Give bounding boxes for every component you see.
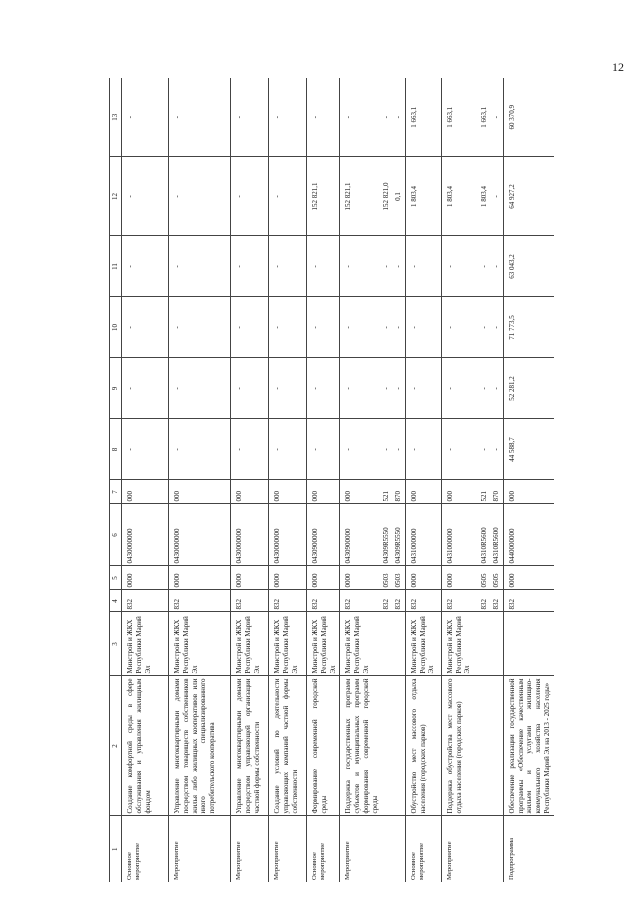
cell-y2014: 52 281,2	[503, 358, 553, 419]
cell-y2014: -	[269, 358, 307, 419]
cell-csr: 0430000000	[269, 504, 307, 566]
cell-y2018: -	[307, 78, 340, 157]
cell-csr: 0430000000	[231, 504, 269, 566]
cell-y2013: -	[381, 419, 393, 480]
cell-y2013: -	[169, 419, 231, 480]
header-cell: 1	[110, 816, 122, 882]
cell-y2018: 1 663,1	[480, 106, 489, 128]
cell-rzpr: 0503	[381, 566, 393, 590]
cell-y2016: 63 043,2	[503, 236, 553, 297]
header-cell: 5	[110, 566, 122, 590]
cell-y2014: -	[441, 358, 479, 419]
cell-y2016: -	[269, 236, 307, 297]
cell-type: Мероприятие	[231, 816, 269, 882]
cell-vr: 870	[491, 480, 503, 504]
table-row	[405, 78, 441, 882]
cell-executor	[381, 612, 393, 676]
cell-executor	[479, 612, 491, 676]
cell-executor: Минстрой и ЖКХ Республики Марий Эл	[307, 612, 340, 676]
cell-vr: 000	[269, 480, 307, 504]
cell-y2014: -	[122, 358, 169, 419]
cell-type: Мероприятие	[441, 816, 479, 882]
cell-y2017: 152 821,1	[340, 157, 382, 236]
cell-csr: 04309R5550	[381, 504, 393, 566]
cell-vr: 521	[479, 480, 491, 504]
cell-type	[393, 816, 405, 882]
cell-name: Управление многоквартирными домами посредством управляющей организации частной формы собственности	[231, 676, 269, 816]
cell-type	[381, 816, 393, 882]
cell-name: Обустройство мест массового отдыха населения (городских парков)	[405, 676, 441, 816]
cell-y2015: -	[441, 297, 479, 358]
cell-name: Управление многоквартирными домами посредством товариществ собственников жилья либо жилищных кооперативов или иного специализированного потребительского кооператива	[169, 676, 231, 816]
cell-y2016: -	[307, 236, 340, 297]
cell-y2017: -	[122, 157, 169, 236]
page-number: 12	[612, 60, 624, 74]
cell-y2018: -	[122, 78, 169, 157]
cell-name: Создание комфортной среды в сфере обслуживания и управления жилищным фондом	[122, 676, 169, 816]
cell-y2018: -	[231, 78, 269, 157]
cell-y2016: -	[405, 236, 441, 297]
cell-rzpr: 0000	[169, 566, 231, 590]
cell-rzpr: 0000	[307, 566, 340, 590]
cell-csr: 04310R5600	[479, 504, 491, 566]
cell-y2014: -	[307, 358, 340, 419]
cell-y2017: 1 803,4	[441, 157, 479, 236]
cell-y2015: 71 773,5	[503, 297, 553, 358]
header-cell: 3	[110, 612, 122, 676]
cell-grbs: 832	[491, 590, 503, 612]
cell-executor: Минстрой и ЖКХ Республики Марий Эл	[405, 612, 441, 676]
table-row	[503, 78, 553, 882]
cell-y2015: -	[307, 297, 340, 358]
cell-type: Мероприятие	[269, 816, 307, 882]
cell-grbs: 832	[307, 590, 340, 612]
cell-y2013: -	[122, 419, 169, 480]
header-cell: 8	[110, 419, 122, 480]
cell-y2017: 152 821,1	[307, 157, 340, 236]
cell-executor: Минстрой и ЖКХ Республики Марий Эл	[231, 612, 269, 676]
cell-csr: 0430000000	[169, 504, 231, 566]
cell-vr: 000	[503, 480, 553, 504]
cell-name	[491, 676, 503, 816]
cell-y2015: -	[269, 297, 307, 358]
cell-y2016: -	[340, 236, 382, 297]
cell-y2013: -	[405, 419, 441, 480]
cell-y2016: -	[441, 236, 479, 297]
header-cell: 6	[110, 504, 122, 566]
cell-y2017: 1 803,4	[405, 157, 441, 236]
cell-rzpr: 0000	[503, 566, 553, 590]
table-row	[381, 78, 393, 882]
cell-y2018: -	[394, 116, 402, 119]
cell-y2018: 1 663,1	[441, 78, 479, 157]
cell-csr: 0430900000	[340, 504, 382, 566]
cell-y2017: -	[269, 157, 307, 236]
cell-y2017: 1 803,4	[479, 157, 491, 236]
cell-vr: 000	[169, 480, 231, 504]
cell-csr: 04310R5600	[491, 504, 503, 566]
cell-grbs: 832	[479, 590, 491, 612]
table-row	[231, 78, 269, 882]
cell-y2016: -	[169, 236, 231, 297]
cell-executor	[503, 612, 553, 676]
cell-csr: 04309R5550	[393, 504, 405, 566]
cell-name	[393, 676, 405, 816]
cell-y2015: -	[381, 297, 393, 358]
cell-executor: Минстрой и ЖКХ Республики Марий Эл	[122, 612, 169, 676]
cell-name: Обеспечение реализации государственной программы «Обеспечение качественным жильем и услугами жилищно-коммунального хозяйства населения Республики Марий Эл на 2013 - 2025 годы»	[503, 676, 553, 816]
cell-csr: 0431000000	[441, 504, 479, 566]
cell-executor: Минстрой и ЖКХ Республики Марий Эл	[441, 612, 479, 676]
table-row	[441, 78, 479, 882]
header-cell: 2	[110, 676, 122, 816]
cell-y2018: -	[382, 116, 391, 119]
cell-grbs: 832	[503, 590, 553, 612]
cell-y2017: -	[169, 157, 231, 236]
cell-y2017: 0,1	[393, 157, 405, 236]
table-row	[340, 78, 382, 882]
table-row	[393, 78, 405, 882]
cell-y2018: -	[492, 116, 500, 119]
cell-name: Поддержка государственных программ субъектов и муниципальных программ формирования современной городской среды	[340, 676, 382, 816]
cell-y2013: -	[269, 419, 307, 480]
cell-y2015: -	[479, 297, 491, 358]
cell-y2016: -	[393, 236, 405, 297]
header-cell: 12	[110, 157, 122, 236]
cell-y2017: 64 927,2	[503, 157, 553, 236]
table-body	[122, 78, 554, 882]
cell-grbs: 832	[340, 590, 382, 612]
cell-y2015: -	[231, 297, 269, 358]
header-cell: 11	[110, 236, 122, 297]
table-row	[269, 78, 307, 882]
cell-rzpr: 0505	[491, 566, 503, 590]
table-row	[479, 78, 491, 882]
cell-rzpr: 0000	[405, 566, 441, 590]
cell-y2014: -	[340, 358, 382, 419]
cell-rzpr: 0000	[441, 566, 479, 590]
cell-y2013: -	[479, 419, 491, 480]
cell-y2016: -	[231, 236, 269, 297]
cell-y2014: -	[479, 358, 491, 419]
cell-vr: 870	[393, 480, 405, 504]
cell-grbs: 832	[169, 590, 231, 612]
cell-y2015: -	[405, 297, 441, 358]
cell-executor: Минстрой и ЖКХ Республики Марий Эл	[169, 612, 231, 676]
cell-y2015: -	[491, 297, 503, 358]
cell-y2017: 152 821,0	[381, 157, 393, 236]
cell-rzpr: 0000	[231, 566, 269, 590]
cell-y2013: -	[491, 419, 503, 480]
cell-grbs: 832	[381, 590, 393, 612]
cell-type: Основное мероприятие	[307, 816, 340, 882]
cell-executor: Минстрой и ЖКХ Республики Марий Эл	[340, 612, 382, 676]
cell-y2014: -	[231, 358, 269, 419]
header-cell: 4	[110, 590, 122, 612]
cell-y2014: -	[405, 358, 441, 419]
header-row	[110, 78, 122, 882]
cell-type	[491, 816, 503, 882]
cell-executor	[491, 612, 503, 676]
cell-y2015: -	[122, 297, 169, 358]
cell-vr: 000	[122, 480, 169, 504]
cell-vr: 000	[231, 480, 269, 504]
cell-type: Основное мероприятие	[122, 816, 169, 882]
cell-csr: 0430000000	[122, 504, 169, 566]
cell-vr: 000	[405, 480, 441, 504]
cell-y2014: -	[393, 358, 405, 419]
cell-rzpr: 0000	[269, 566, 307, 590]
cell-type: Основное мероприятие	[405, 816, 441, 882]
cell-csr: 0431000000	[405, 504, 441, 566]
header-cell: 7	[110, 480, 122, 504]
cell-executor: Минстрой и ЖКХ Республики Марий Эл	[269, 612, 307, 676]
table-row	[307, 78, 340, 882]
cell-csr: 0430900000	[307, 504, 340, 566]
cell-grbs: 832	[122, 590, 169, 612]
cell-y2014: -	[381, 358, 393, 419]
cell-executor	[393, 612, 405, 676]
cell-type: Мероприятие	[169, 816, 231, 882]
cell-name	[381, 676, 393, 816]
cell-csr: 0440000000	[503, 504, 553, 566]
budget-table	[109, 78, 554, 882]
cell-name: Поддержка обустройства мест массового отдыха населения (городских парков)	[441, 676, 479, 816]
cell-y2013: -	[307, 419, 340, 480]
cell-y2018: -	[169, 78, 231, 157]
cell-grbs: 832	[231, 590, 269, 612]
cell-y2018: -	[340, 78, 382, 157]
cell-y2016: -	[122, 236, 169, 297]
cell-y2013: -	[231, 419, 269, 480]
cell-y2014: -	[491, 358, 503, 419]
cell-y2016: -	[381, 236, 393, 297]
cell-y2016: -	[479, 236, 491, 297]
cell-grbs: 832	[393, 590, 405, 612]
cell-rzpr: 0000	[122, 566, 169, 590]
cell-y2017: -	[231, 157, 269, 236]
cell-rzpr: 0503	[393, 566, 405, 590]
cell-grbs: 832	[269, 590, 307, 612]
cell-vr: 521	[381, 480, 393, 504]
cell-y2014: -	[169, 358, 231, 419]
cell-type	[479, 816, 491, 882]
cell-y2015: -	[340, 297, 382, 358]
table-row	[169, 78, 231, 882]
cell-name: Формирование современной городской среды	[307, 676, 340, 816]
table-row	[491, 78, 503, 882]
cell-vr: 000	[340, 480, 382, 504]
cell-type: Мероприятие	[340, 816, 382, 882]
cell-grbs: 832	[405, 590, 441, 612]
cell-y2016: -	[491, 236, 503, 297]
header-cell: 10	[110, 297, 122, 358]
table-row	[122, 78, 169, 882]
cell-y2015: -	[169, 297, 231, 358]
cell-name: Создание условий по деятельности управляющих компаний частной формы собственности	[269, 676, 307, 816]
cell-name	[479, 676, 491, 816]
cell-type: Подпрограмма	[503, 816, 553, 882]
cell-vr: 000	[441, 480, 479, 504]
cell-y2018: 1 663,1	[405, 78, 441, 157]
cell-y2013: 44 588,7	[503, 419, 553, 480]
cell-grbs: 832	[441, 590, 479, 612]
cell-y2013: -	[441, 419, 479, 480]
cell-y2013: -	[340, 419, 382, 480]
cell-rzpr: 0000	[340, 566, 382, 590]
cell-y2017: -	[491, 157, 503, 236]
cell-y2015: -	[393, 297, 405, 358]
cell-y2018: -	[269, 78, 307, 157]
rotated-table-container	[109, 82, 609, 882]
header-cell: 9	[110, 358, 122, 419]
cell-rzpr: 0505	[479, 566, 491, 590]
cell-vr: 000	[307, 480, 340, 504]
cell-y2013: -	[393, 419, 405, 480]
header-cell: 13	[110, 78, 122, 157]
cell-y2018: 60 370,9	[503, 78, 553, 157]
